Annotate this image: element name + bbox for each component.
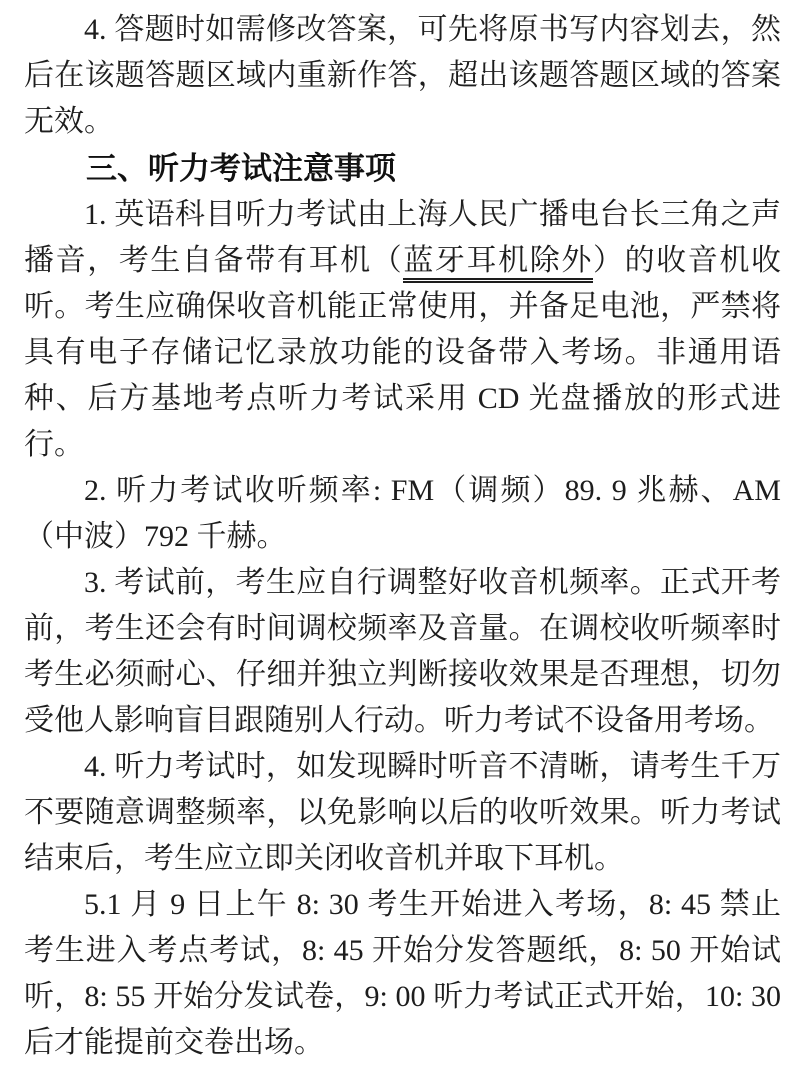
paragraph-listening-item-2-frequencies: 2. 听力考试收听频率: FM（调频）89. 9 兆赫、AM（中波）792 千赫。 — [24, 474, 781, 553]
item1-text-after: ）的收音机收听。考生应确保收音机能正常使用，并备足电池，严禁将具有电子存储记忆录放功能的设备带入考场。非通用语种、后方基地考点听力考试采用 CD 光盘播放的形式进行。 — [24, 244, 782, 461]
paragraph-listening-item-5-schedule: 5.1 月 9 日上午 8: 30 考生开始进入考场，8: 45 禁止考生进入考点考试，8: 45 开始分发答题纸，8: 50 开始试听，8: 55 开始分发试卷，9: 00 听力考试正式开始，10: 30 后才能提前交卷出场。 — [24, 888, 781, 1059]
paragraph-answer-correction: 4. 答题时如需修改答案，可先将原书写内容划去，然后在该题答题区域内重新作答，超出该题答题区域的答案无效。 — [24, 13, 781, 138]
item1-text-before: 1. 英语科目听力考试由上海人民广播电台长三角之声播音，考生自备带有耳机（ — [24, 198, 781, 277]
paragraph-listening-item-1 — [24, 192, 781, 468]
section-heading-listening-exam-notes: 三、听力考试注意事项 — [86, 151, 396, 186]
paragraph-listening-item-4-during-exam: 4. 听力考试时，如发现瞬时听音不清晰，请考生千万不要随意调整频率，以免影响以后的收听效果。听力考试结束后，考生应立即关闭收音机并取下耳机。 — [24, 750, 781, 875]
item1-double-underlined-phrase: 蓝牙耳机除外 — [403, 244, 593, 283]
paragraph-listening-item-3-tuning: 3. 考试前，考生应自行调整好收音机频率。正式开考前，考生还会有时间调校频率及音量。在调校收听频率时考生必须耐心、仔细并独立判断接收效果是否理想，切勿受他人影响盲目跟随别人行动。听力考试不设备用考场。 — [24, 566, 781, 737]
